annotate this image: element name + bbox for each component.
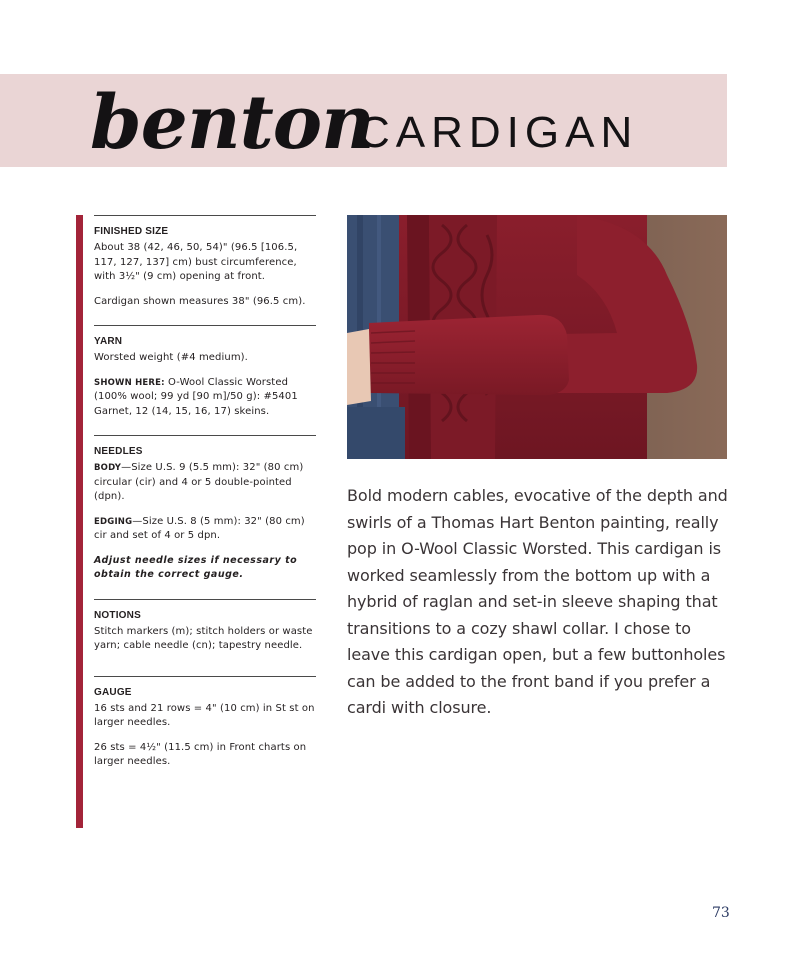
pattern-description: Bold modern cables, evocative of the depth and swirls of a Thomas Hart Benton painting, really pop in O-Wool Classic Worsted. This cardigan is worked seamlessly from the bottom up with a hybrid of raglan and set-in sleeve shaping that transitions to a cozy shawl collar. I chose to leave this cardigan open, but a few buttonholes can be added to the front band if you prefer a cardi with closure. <box>347 486 728 717</box>
section-heading: NEEDLES <box>94 446 143 457</box>
pattern-title-caps: CARDIGAN <box>358 108 639 157</box>
section-heading: YARN <box>94 336 123 347</box>
yarn-shown-here <box>94 376 316 420</box>
edging-label: EDGING <box>94 516 133 527</box>
section-heading: FINISHED SIZE <box>94 226 169 237</box>
sidebar-accent-bar <box>76 215 83 828</box>
needles-section <box>94 435 316 583</box>
needles-edging <box>94 515 316 544</box>
notions-text: Stitch markers (m); stitch holders or waste yarn; cable needle (cn); tapestry needle. <box>94 625 313 651</box>
finished-size-text: About 38 (42, 46, 50, 54)" (96.5 [106.5, 117, 127, 137] cm) bust circumference, with 3½" (9 cm) opening at front. <box>94 242 298 282</box>
shown-here-text: O-Wool Classic Worsted (100% wool; 99 yd [90 m]/50 g): #5401 Garnet, 12 (14, 15, 16, 17) skeins. <box>94 376 298 417</box>
cardigan-photo <box>347 215 727 459</box>
pattern-title-script: benton <box>90 80 374 166</box>
section-heading: GAUGE <box>94 686 132 698</box>
finished-size-section <box>94 215 316 309</box>
needles-body <box>94 461 316 505</box>
section-heading: NOTIONS <box>94 609 141 621</box>
page-number: 73 <box>712 905 730 921</box>
yarn-weight: Worsted weight (#4 medium). <box>94 352 248 363</box>
pattern-info-sidebar <box>94 215 316 780</box>
gauge-charts: 26 sts = 4½" (11.5 cm) in Front charts on larger needles. <box>94 741 307 767</box>
gauge-stockinette: 16 sts and 21 rows = 4" (10 cm) in St st on larger needles. <box>94 702 315 728</box>
yarn-section <box>94 325 316 419</box>
shown-here-label: SHOWN HERE: <box>94 377 165 388</box>
notions-section <box>94 599 316 654</box>
body-text: —Size U.S. 9 (5.5 mm): 32" (80 cm) circular (cir) and 4 or 5 double-pointed (dpn). <box>94 462 304 502</box>
needles-gauge-note: Adjust needle sizes if necessary to obtain the correct gauge. <box>94 554 298 580</box>
gauge-section <box>94 676 316 770</box>
finished-size-shown: Cardigan shown measures 38" (96.5 cm). <box>94 295 306 307</box>
body-label: BODY <box>94 463 122 473</box>
edging-text: —Size U.S. 8 (5 mm): 32" (80 cm) cir and set of 4 or 5 dpn. <box>94 515 305 541</box>
